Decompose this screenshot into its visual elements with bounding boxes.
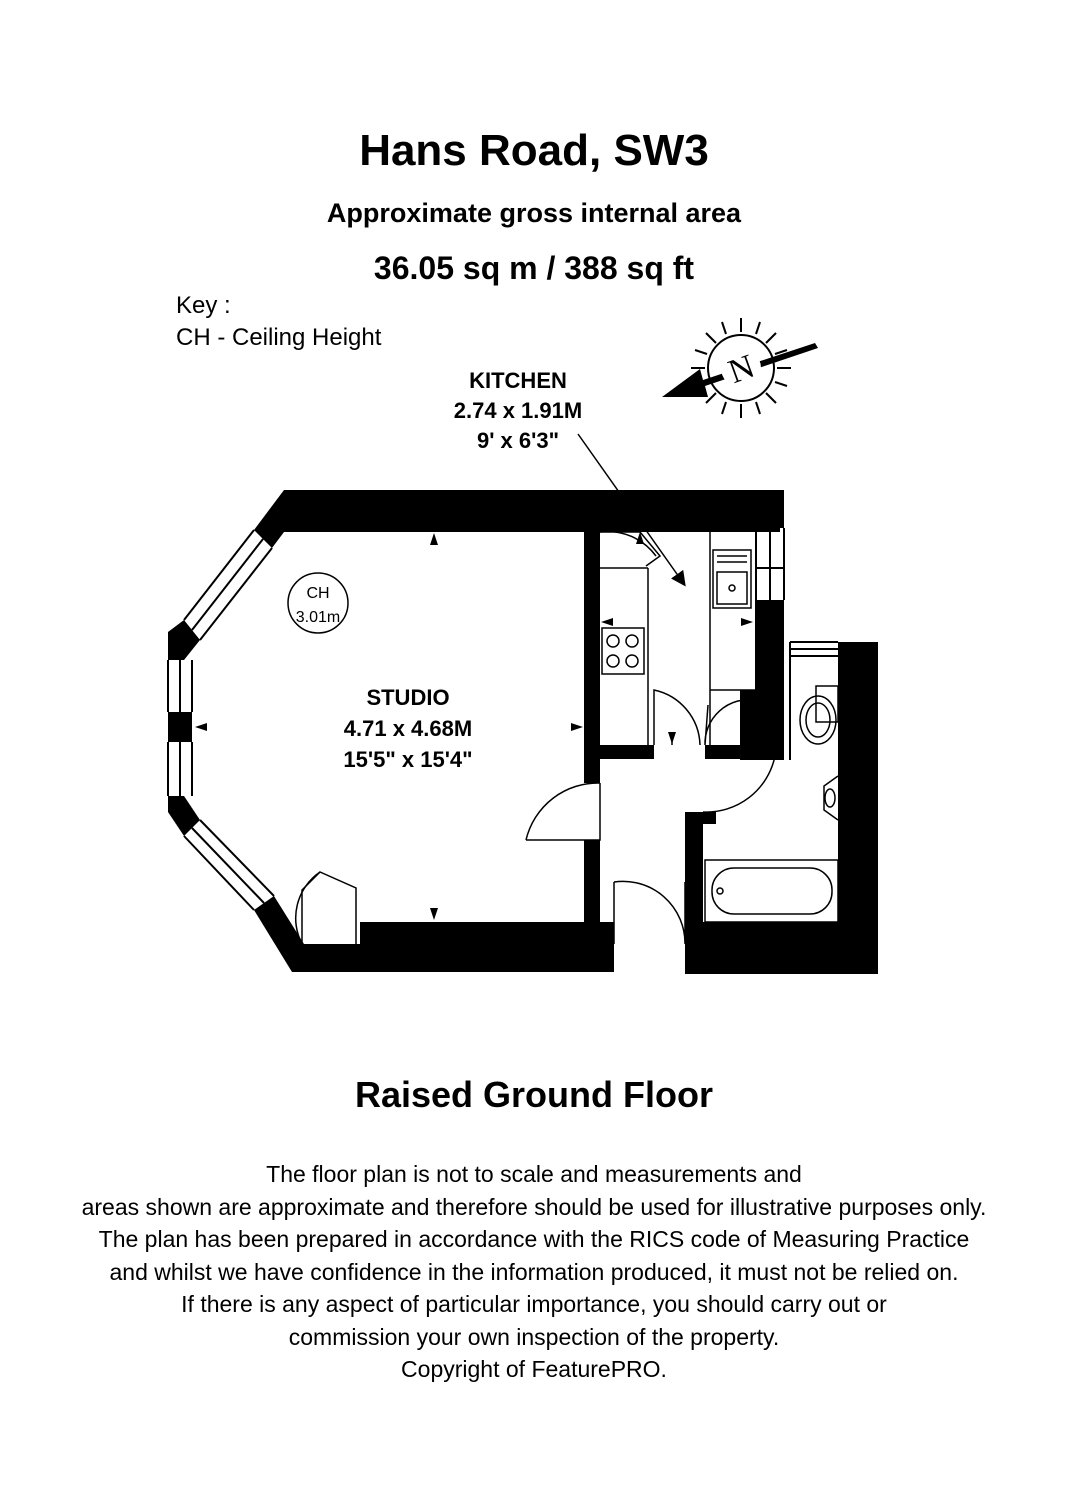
- copyright: Copyright of FeaturePRO.: [401, 1356, 667, 1382]
- key-heading: Key :: [176, 292, 231, 319]
- dimension-markers: [195, 532, 753, 920]
- compass-letter: N: [723, 347, 760, 391]
- studio-imperial: 15'5" x 15'4": [343, 747, 473, 772]
- kitchen-imperial: 9' x 6'3": [476, 428, 560, 453]
- disclaimer-line: If there is any aspect of particular importance, you should carry out or: [181, 1291, 887, 1317]
- kitchen-name: KITCHEN: [469, 368, 567, 393]
- area-value: 36.05 sq m / 388 sq ft: [373, 250, 695, 286]
- compass: [662, 318, 818, 418]
- kitchen-label: [454, 368, 582, 453]
- key-item-ceiling-height: CH - Ceiling Height: [176, 324, 382, 351]
- kitchen-fittings: [600, 517, 755, 745]
- area-subtitle: Approximate gross internal area: [326, 198, 742, 228]
- windows: [168, 528, 838, 910]
- disclaimer-line: and whilst we have confidence in the information produced, it must not be relied on.: [109, 1258, 959, 1285]
- studio-label: [343, 685, 472, 772]
- studio-metric: 4.71 x 4.68M: [343, 716, 473, 741]
- plan-title: Hans Road, SW3: [359, 126, 709, 175]
- disclaimer-line: areas shown are approximate and therefore should be used for illustrative purposes only.: [81, 1193, 987, 1220]
- disclaimer-line: The floor plan is not to scale and measurements and: [266, 1161, 802, 1187]
- disclaimer-line: commission your own inspection of the property.: [288, 1323, 780, 1350]
- toilet-icon: [816, 686, 838, 722]
- ceiling-height-abbr: CH: [306, 585, 330, 602]
- ceiling-height-value: 3.01m: [295, 609, 341, 626]
- disclaimer: [0, 1158, 1068, 1386]
- studio-name: STUDIO: [366, 685, 450, 710]
- basin-icon: [824, 776, 838, 820]
- disclaimer-line: The plan has been prepared in accordance with the RICS code of Measuring Practice: [98, 1226, 970, 1252]
- sink-icon: [713, 550, 751, 608]
- walls: [168, 490, 878, 974]
- kitchen-metric: 2.74 x 1.91M: [453, 398, 583, 423]
- ceiling-height-marker: [288, 573, 348, 633]
- hob-icon: [602, 628, 644, 674]
- floor-title: Raised Ground Floor: [354, 1074, 713, 1115]
